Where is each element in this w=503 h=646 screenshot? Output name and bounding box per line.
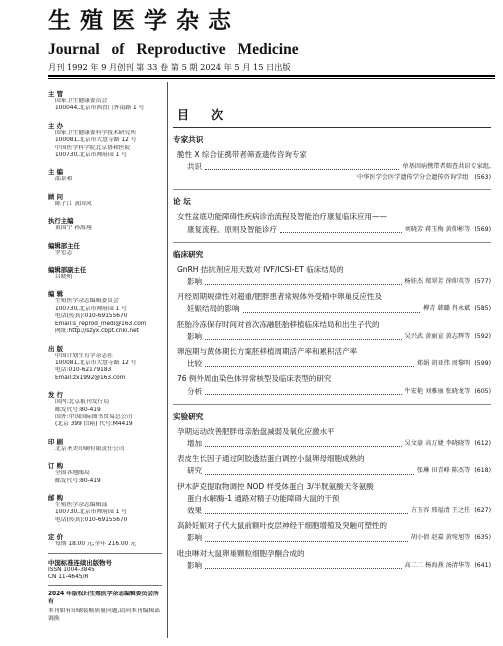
toc-article[interactable]: [177, 211, 491, 235]
article-page: (618): [474, 467, 491, 475]
article-title: 孕期运动改善肥胖母亲胎盘减弱及氧化应激水平: [177, 426, 335, 436]
header-rule-thick: [48, 75, 495, 77]
article-title-tail: 效果: [187, 506, 202, 516]
article-page: (599): [474, 360, 491, 368]
article-affiliation-2: 中华医学会医学遗传学分会遗传咨询学组: [357, 174, 469, 182]
article-title: 表皮生长因子通过阿胶透拮蛋白调控小鼠卵母细胞成熟的: [177, 454, 365, 464]
section-clinical-research: 临床研究: [173, 249, 204, 259]
article-title: 胚胎冷冻保存时间对首次冻融胚胎移植临床结局和出生子代的: [177, 319, 380, 329]
leader-dots: [205, 465, 414, 474]
article-title-tail: 研究: [187, 466, 202, 476]
article-page: (641): [474, 561, 491, 569]
masthead-advisors: 顾 问 陈子江 黄国风: [48, 192, 92, 207]
article-page: (627): [474, 507, 491, 515]
masthead-column: [48, 90, 162, 623]
masthead-price: 定 价 每期 18.00 元,全年 216.00 元: [48, 533, 136, 548]
article-authors: 吴文豪 高万婕 李晓晓等: [404, 440, 471, 448]
article-authors: 杨娃杰 郑翠芳 徐仰英等: [404, 278, 471, 286]
article-authors: 柳青 韩璐 肖永斌: [423, 305, 471, 313]
header-rule-thin: [48, 78, 495, 79]
article-affiliation: 单基因病携带者筛查共识专家组,: [402, 163, 491, 171]
masthead-publisher: 出 版 中国计划生育学杂志社 100081,北京市大慧寺路 12 号 电话:010-62179183 Email:zx1992@163.com: [48, 344, 137, 381]
article-title-tail: 妊娠结局的影响: [187, 304, 240, 314]
article-title: 76 例外周血染色体异常核型及临床表型的研究: [177, 374, 332, 384]
masthead-divider-2: [48, 585, 162, 586]
article-authors: 张琳 田青峰 陈杰等: [416, 467, 471, 475]
leader-dots: [280, 224, 402, 233]
toc-article[interactable]: [177, 520, 491, 544]
article-page: (592): [474, 332, 491, 340]
article-title-tail: 影响: [187, 331, 202, 341]
masthead-distribution: 发 行 国内:北京报刊发行局 邮发代号:80-419 国外:中国国际图书贸易总公司 (北京 399 信箱) 代号:M4419: [48, 391, 133, 428]
journal-title-cn: 生殖医学杂志: [48, 7, 240, 34]
article-title-tail: 影响: [187, 560, 202, 570]
masthead-issn: 中国标准连续出版物号 ISSN 1004-3845 CN 11-4645/R: [48, 558, 112, 580]
article-page: (577): [474, 278, 491, 286]
toc-article[interactable]: [177, 426, 491, 450]
toc-article[interactable]: [177, 346, 491, 370]
masthead-divider: [48, 553, 162, 554]
toc-article[interactable]: [177, 149, 491, 183]
masthead-supervisor: 主 管 国家卫生健康委员会 100044,北京市西直门外南路 1 号: [48, 90, 145, 112]
article-authors: 胡小倩 赵嘉 黄宛旭等: [410, 534, 471, 542]
masthead-editing: 编 辑 生殖医学杂志编辑委员会 100730,北京市帅府园 1 号 电话(传真):010-69155670 Email:s_reprod_medi@163.com 网址:http://szyx.cbpt.cnki.net: [48, 290, 147, 335]
toc-article[interactable]: [177, 291, 491, 315]
masthead-subscription: 订 购 全国各地邮局 邮发代号:80-419: [48, 462, 101, 484]
article-title-tail: 比较: [187, 359, 202, 369]
journal-title-en: Journal of Reproductive Medicine: [48, 41, 299, 58]
leader-dots: [205, 358, 414, 367]
article-title: 高龄妊娠对子代大鼠前额叶皮层神经干细胞增殖及突触可塑性的: [177, 521, 387, 531]
toc-title: 目 次: [177, 108, 233, 122]
article-authors: 刘晓芳 蒋玉梅 黄仰彬等: [404, 225, 471, 233]
leader-dots: [205, 532, 408, 541]
article-authors: 吴兴武 黄丽宣 黄志辉等: [404, 332, 471, 340]
leader-dots: [205, 386, 402, 395]
table-of-contents: [173, 106, 491, 575]
masthead-editor-in-chief: 主 编 邵景和: [48, 168, 73, 183]
leader-dots: [205, 560, 402, 569]
leader-dots: [205, 276, 402, 285]
article-title: 卵泡期与黄体期长方案胚移植周期活产率和累积活产率: [177, 347, 357, 357]
article-title-tail: 康复流程、原则及智能诊疗: [187, 224, 277, 234]
leader-dots: [205, 331, 402, 340]
masthead-copyright: 2024 年版权归生殖医学杂志编辑委员会所有 本刊如有印刷装帧质量问题,请向本刊编辑部调换: [48, 591, 160, 622]
section-divider: [173, 242, 491, 243]
masthead-office-director: 编辑部主任 罗宏志: [48, 241, 80, 256]
leader-dots: [205, 505, 408, 514]
toc-article[interactable]: [177, 319, 491, 343]
leader-dots: [205, 161, 399, 170]
leader-dots: [205, 438, 402, 447]
leader-dots: [243, 303, 421, 312]
toc-article[interactable]: [177, 453, 491, 477]
toc-article[interactable]: [177, 264, 491, 288]
section-expert-consensus: 专家共识: [173, 135, 204, 144]
article-title: 伊木萨克提取物调控 NOD 样受体蛋白 3/半胱氨酸天冬氨酸: [177, 481, 374, 491]
toc-article[interactable]: [177, 548, 491, 572]
article-page: (635): [474, 534, 491, 542]
section-experimental-research: 实验研究: [173, 411, 204, 421]
toc-article[interactable]: [177, 481, 491, 518]
article-authors: 方玉容 邢福清 王之任: [410, 507, 471, 515]
article-title-tail: 增加: [187, 439, 202, 449]
masthead-mail-order: 邮 购 生殖医学杂志编辑部 100730,北京市帅府园 1 号 电话(传真):010-69155670: [48, 493, 128, 523]
section-forum: 论 坛: [173, 197, 191, 207]
article-title: GnRH 拮抗剂应用天数对 IVF/ICSI-ET 临床结局的: [177, 264, 344, 274]
article-title-tail: 分析: [187, 386, 202, 396]
article-title-tail: 影响: [187, 533, 202, 543]
article-authors: 牛宏艳 刘雅丽 张晓龙等: [404, 387, 471, 395]
masthead-printing: 印 刷 北京圣美印刷有限责任公司: [48, 437, 125, 452]
masthead-deputy-director: 编辑部副主任 吕晓明: [48, 266, 87, 281]
toc-article[interactable]: [177, 373, 491, 397]
article-page: (563): [474, 174, 491, 182]
toc-rule: [173, 127, 491, 128]
article-title-tail: 影响: [187, 277, 202, 287]
article-title: 女性盆底功能障碍性疾病诊治流程及智能治疗康复临床应用——: [177, 212, 387, 222]
article-title-tail: 共识: [187, 162, 202, 172]
article-page: (605): [474, 387, 491, 395]
section-divider: [173, 404, 491, 405]
column-divider: [167, 82, 168, 638]
article-page: (569): [474, 225, 491, 233]
publication-info: 月刊 1992 年 9 月创刊 第 33 卷 第 5 期 2024 年 5 月 15 日出版: [48, 62, 291, 72]
article-title: 吡虫啉对大鼠卵巢颗粒细胞孕酮合成的: [177, 548, 305, 558]
article-authors: 郑娟 胡亚伟 周黎明: [416, 360, 471, 368]
article-title: 脆性 X 综合征携带者筛查遗传咨询专家: [177, 150, 307, 159]
article-page: (585): [474, 305, 491, 313]
article-title: 月经周期规律性对超重/肥胖患者常规体外受精中卵巢反应性及: [177, 292, 383, 302]
article-page: (612): [474, 440, 491, 448]
masthead-sponsor: 主 办 国家卫生健康委科学技术研究所 100081,北京市大慧寺路 12 号 中国医学科学院北京协和医院 100730,北京市帅府园 1 号: [48, 121, 137, 159]
article-authors: 高二二 杨海燕 汤清华等: [404, 561, 471, 569]
article-title-line2: 蛋白水解酶-1 通路对精子功能障碍大鼠的干预: [187, 493, 340, 503]
masthead-executive-editors: 执行主编 黄国宁 孙海翔: [48, 217, 92, 232]
section-divider: [173, 189, 491, 190]
